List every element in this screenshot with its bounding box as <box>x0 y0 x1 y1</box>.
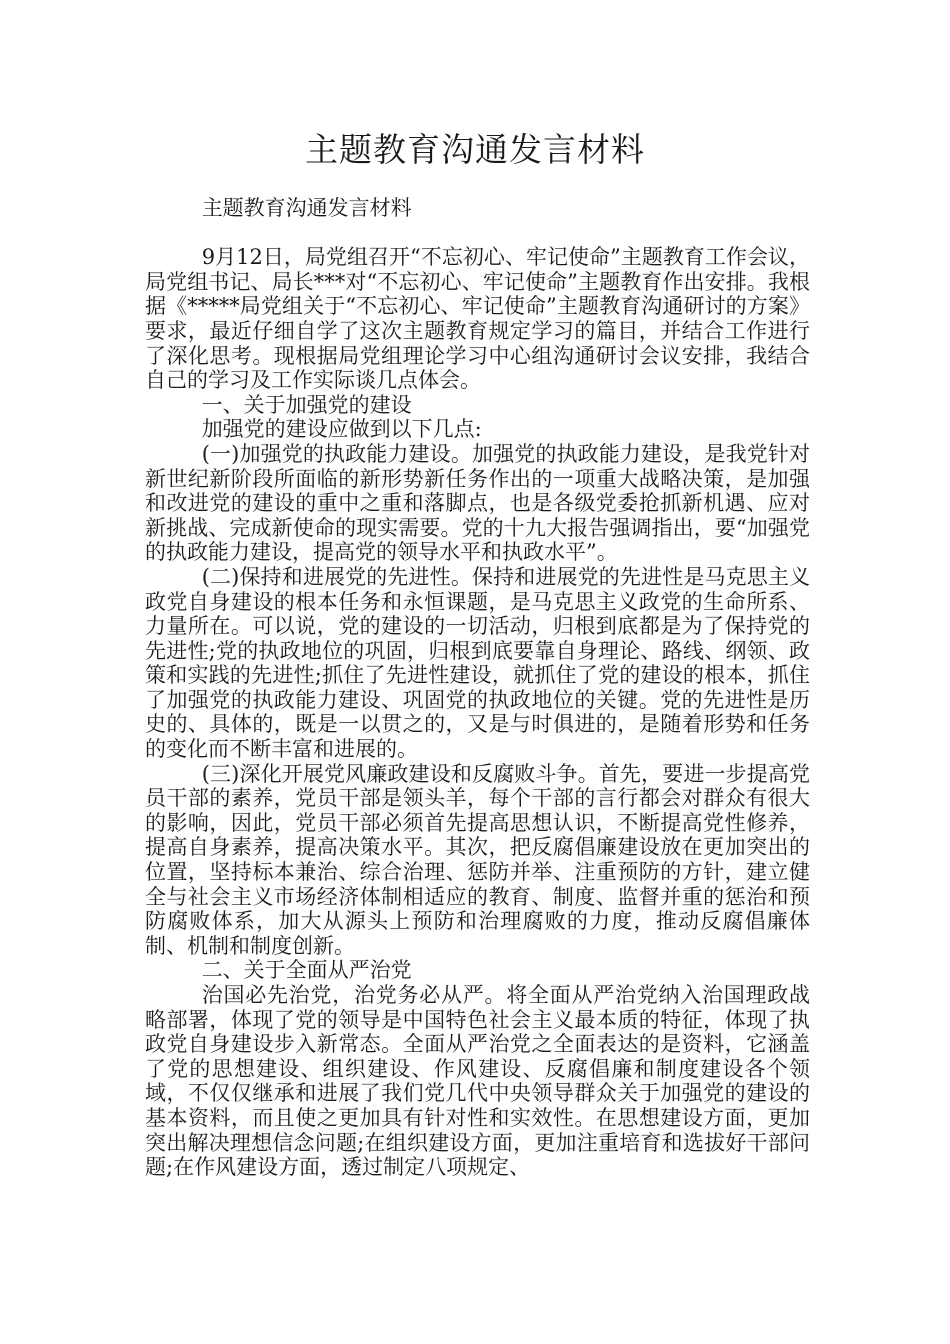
paragraph-section-1-lead: 加强党的建设应做到以下几点: <box>201 417 482 442</box>
paragraph-point-1: (一)加强党的执政能力建设。加强党的执政能力建设，是我党针对新世纪新阶段所面临的新形势新任务作出的一项重大战略决策，是加强和改进党的建设的重中之重和落脚点，也是各级党委抢抓新机遇、应对新挑战、完成新使命的现实需要。党的十九大报告强调指出，要“加强党的执政能力建设，提高党的领导水平和执政水平”。 <box>145 441 810 565</box>
paragraph-point-2: (二)保持和进展党的先进性。保持和进展党的先进性是马克思主义政党自身建设的根本任务和永恒课题，是马克思主义政党的生命所系、力量所在。可以说，党的建设的一切活动，归根到底都是为了保持党的先进性;党的执政地位的巩固，归根到底要靠自身理论、路线、纲领、政策和实践的先进性;抓住了先进性建设，就抓住了党的建设的根本，抓住了加强党的执政能力建设、巩固党的执政地位的关键。党的先进性是历史的、具体的，既是一以贯之的，又是与时俱进的，是随着形势和任务的变化而不断丰富和进展的。 <box>145 564 810 762</box>
paragraph-section-2: 治国必先治党，治党务必从严。将全面从严治党纳入治国理政战略部署，体现了党的领导是中国特色社会主义最本质的特征，体现了执政党自身建设步入新常态。全面从严治党之全面表达的是资料，它涵盖了党的思想建设、组织建设、作风建设、反腐倡廉和制度建设各个领域，不仅仅继承和进展了我们党几代中央领导群众关于加强党的建设的基本资料，而且使之更加具有针对性和实效性。在思想建设方面，更加突出解决理想信念问题;在组织建设方面，更加注重培育和选拔好干部问题;在作风建设方面，透过制定八项规定、 <box>145 983 810 1180</box>
paragraph-intro: 9月12日，局党组召开“不忘初心、牢记使命”主题教育工作会议，局党组书记、局长***对“不忘初心、牢记使命”主题教育作出安排。我根据《*****局党组关于“不忘初心、牢记使命”主题教育沟通研讨的方案》要求，最近仔细自学了这次主题教育规定学习的篇目，并结合工作进行了深化思考。现根据局党组理论学习中心组沟通研讨会议安排，我结合自己的学习及工作实际谈几点体会。 <box>145 245 810 393</box>
document-subtitle: 主题教育沟通发言材料 <box>201 196 412 220</box>
section-heading-2: 二、关于全面从严治党 <box>201 958 412 983</box>
document-body <box>145 196 810 1180</box>
section-heading-1: 一、关于加强党的建设 <box>201 392 412 417</box>
document-title: 主题教育沟通发言材料 <box>305 130 645 169</box>
paragraph-point-3: (三)深化开展党风廉政建设和反腐败斗争。首先，要进一步提高党员干部的素养，党员干部是领头羊，每个干部的言行都会对群众有很大的影响，因此，党员干部必须首先提高思想认识，不断提高党性修养，提高自身素养，提高决策水平。其次，把反腐倡廉建设放在更加突出的位置，坚持标本兼治、综合治理、惩防并举、注重预防的方针，建立健全与社会主义市场经济体制相适应的教育、制度、监督并重的惩治和预防腐败体系，加大从源头上预防和治理腐败的力度，推动反腐倡廉体制、机制和制度创新。 <box>145 761 810 958</box>
